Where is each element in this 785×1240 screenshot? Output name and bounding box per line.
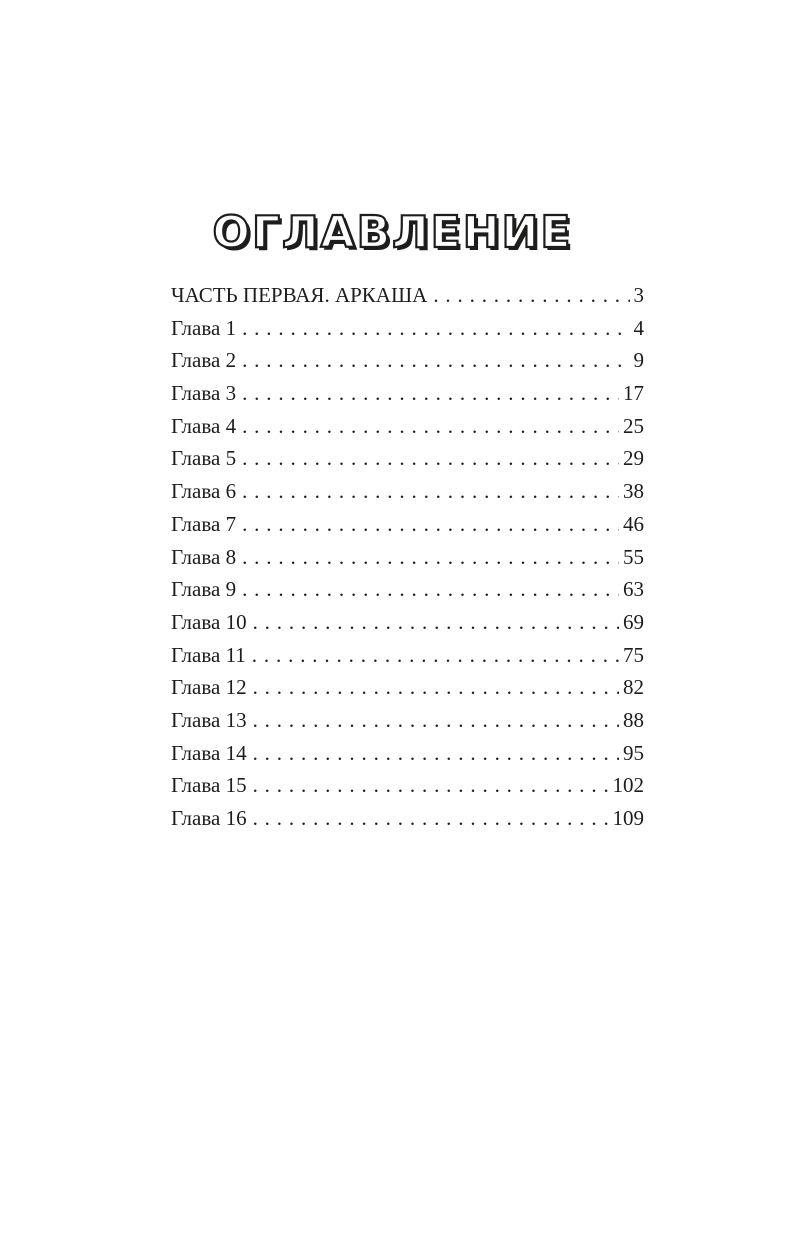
toc-entry-label: Глава 7 [171,511,237,536]
toc-entry-label: Глава 11 [171,642,246,667]
dot-leader [242,312,629,345]
dot-leader [253,606,619,639]
toc-entry-chapter-12[interactable] [171,671,644,704]
toc-entry-page: 4 [633,315,644,340]
toc-entry-label: Глава 3 [171,381,237,406]
dot-leader [253,802,609,835]
toc-entry-chapter-11[interactable] [171,639,644,672]
dot-leader [253,671,619,704]
toc-entry-label: Глава 5 [171,446,237,471]
toc-entry-page: 3 [633,283,644,307]
toc-entry-label: Глава 14 [171,740,247,765]
dot-leader [253,737,619,770]
toc-entry-label: Глава 16 [171,806,247,830]
toc-entry-chapter-15[interactable] [171,769,644,802]
toc-entry-page: 63 [623,577,644,602]
dot-leader [253,769,609,802]
toc-entry-page: 9 [633,348,644,373]
toc-entry-page: 95 [623,740,644,765]
toc-entry-label: Глава 12 [171,675,247,700]
toc-entry-page: 38 [623,479,644,504]
toc-entry-page: 109 [612,806,644,830]
toc-entry-page: 88 [623,707,644,732]
toc-entry-label: ЧАСТЬ ПЕРВАЯ. АРКАША [171,283,428,307]
toc-entry-page: 25 [623,413,644,438]
page-title: ОГЛАВЛЕНИЕ [212,207,573,259]
toc-entry-chapter-13[interactable] [171,704,644,737]
toc-entry-label: Глава 9 [171,577,237,602]
toc-entry-label: Глава 1 [171,315,237,340]
toc-entry-page: 17 [623,381,644,406]
toc-entry-part-one[interactable] [171,279,644,312]
toc-entry-page: 75 [623,642,644,667]
toc-entry-chapter-14[interactable] [171,737,644,770]
toc-entry-page: 82 [623,675,644,700]
toc-entry-chapter-16[interactable] [171,802,644,835]
dot-leader [242,344,629,377]
toc-entry-chapter-6[interactable] [171,475,644,508]
dot-leader [242,573,619,606]
dot-leader [242,377,619,410]
toc-entry-label: Глава 15 [171,773,247,798]
toc-entry-page: 69 [623,609,644,634]
toc-entry-chapter-7[interactable] [171,508,644,541]
toc-entry-chapter-8[interactable] [171,541,644,574]
dot-leader [433,279,629,312]
dot-leader [242,541,619,574]
toc-entry-chapter-5[interactable] [171,442,644,475]
toc-entry-label: Глава 13 [171,707,247,732]
toc-entry-chapter-4[interactable] [171,410,644,443]
dot-leader [242,508,619,541]
toc-entry-label: Глава 10 [171,609,247,634]
toc-entry-page: 102 [612,773,644,798]
dot-leader [253,704,619,737]
toc-entry-page: 46 [623,511,644,536]
toc-entry-label: Глава 8 [171,544,237,569]
toc-entry-chapter-2[interactable] [171,344,644,377]
dot-leader [242,410,619,443]
dot-leader [242,475,619,508]
toc-entry-chapter-10[interactable] [171,606,644,639]
toc-entry-chapter-9[interactable] [171,573,644,606]
toc-entry-page: 29 [623,446,644,471]
toc-entry-page: 55 [623,544,644,569]
toc-entry-label: Глава 2 [171,348,237,373]
toc-entry-chapter-1[interactable] [171,312,644,345]
table-of-contents [171,279,644,835]
toc-entry-label: Глава 6 [171,479,237,504]
dot-leader [252,639,619,672]
toc-entry-label: Глава 4 [171,413,237,438]
dot-leader [242,442,619,475]
toc-entry-chapter-3[interactable] [171,377,644,410]
